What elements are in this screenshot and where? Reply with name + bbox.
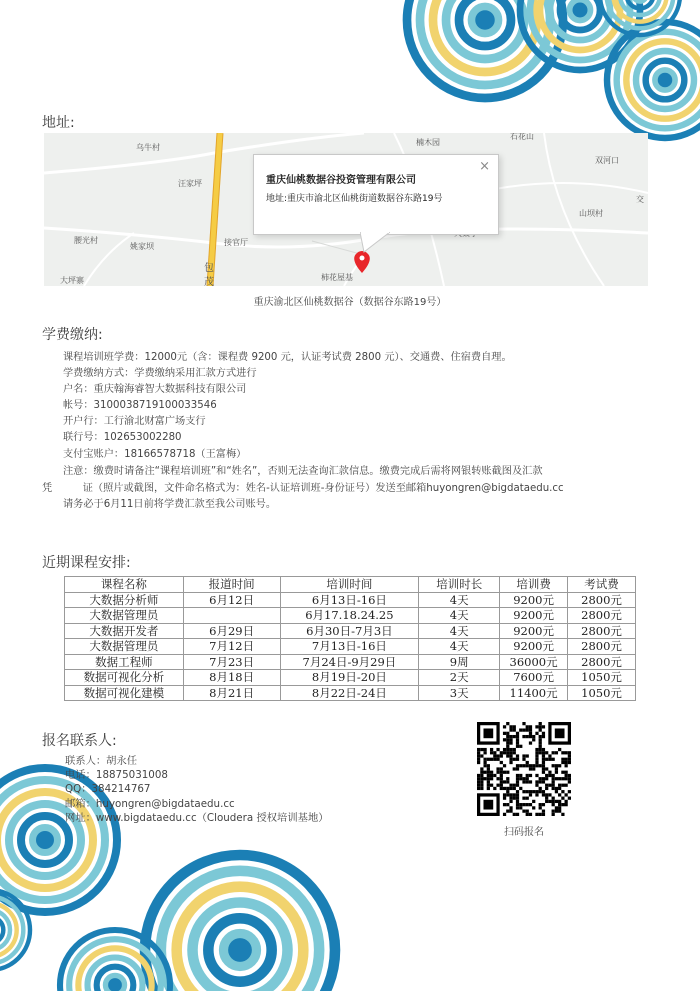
fee-line: 开户行：工行渝北财富广场支行 [63,416,206,428]
map-label: 山坝村 [579,209,603,218]
table-row [65,654,636,670]
table-cell: 3天 [419,685,500,701]
map-info-popup [253,154,499,235]
table-row [65,623,636,639]
column-header: 考试费 [568,577,636,593]
map-label: 大坪寨 [60,276,84,285]
table-cell: 2800元 [568,639,636,655]
note-line: 请务必于6月11日前将学费汇款至我公司账号。 [63,499,277,510]
close-icon[interactable]: × [479,159,490,174]
decorative-ring-group [145,855,335,991]
table-cell: 7月23日 [183,654,280,670]
note-line: 注意：缴费时请备注“课程培训班”和“姓名”，否则无法查询汇款信息。缴费完成后需将网银转账截图及汇款 [63,466,543,477]
table-row [65,592,636,608]
contact-phone: 电话：18875031008 [65,769,168,782]
table-cell: 2800元 [568,623,636,639]
note-line: 凭 证（照片或截图，文件命名格式为：姓名-认证培训班-身份证号）发送至邮箱huyongren@bigdataedu.cc [42,482,564,494]
map-caption: 重庆渝北区仙桃数据谷（数据谷东路19号） [253,297,447,308]
map-label: 楠木园 [416,138,440,147]
table-cell: 6月12日 [183,592,280,608]
contact-email[interactable]: 邮箱：huyongren@bigdataedu.cc [65,797,235,810]
map-label: 柿花屋基 [321,273,353,282]
table-cell: 数据可视化分析 [65,670,184,686]
table-cell: 6月17.18.24.25 [280,608,419,624]
table-cell: 4天 [419,623,500,639]
column-header: 课程名称 [65,577,184,593]
map-label: 茂 [204,277,214,286]
table-cell: 2800元 [568,654,636,670]
decorative-ring-group [607,22,700,138]
fee-details [63,350,663,463]
table-cell [183,608,280,624]
table-cell: 9200元 [500,592,568,608]
fee-line: 学费缴纳方式：学费缴纳采用汇款方式进行 [63,368,257,380]
contact-person: 联系人：胡永任 [65,755,138,767]
table-cell: 大数据管理员 [65,608,184,624]
column-header: 培训时长 [419,577,500,593]
table-cell: 4天 [419,639,500,655]
table-cell: 大数据开发者 [65,623,184,639]
table-cell: 6月29日 [183,623,280,639]
table-cell: 36000元 [500,654,568,670]
table-cell: 2800元 [568,592,636,608]
fee-line: 帐号：3100038719100033546 [63,400,217,412]
map-label: 乌牛村 [136,143,160,152]
company-address: 地址:重庆市渝北区仙桃街道数据谷东路19号 [266,194,443,204]
decorative-ring-group [60,930,170,991]
map-label: 接官厅 [224,238,248,247]
qr-caption: 扫码报名 [504,827,544,838]
popup-pointer [360,232,390,254]
table-cell: 9200元 [500,639,568,655]
table-cell: 7月13日-16日 [280,639,419,655]
map-label: 汪家坪 [178,179,202,188]
table-cell: 6月13日-16日 [280,592,419,608]
table-row [65,608,636,624]
qr-code-icon[interactable] [477,722,571,816]
fee-line: 支付宝账户：18166578718（王富梅） [63,448,247,460]
table-header-row [65,577,636,593]
table-cell: 11400元 [500,685,568,701]
map-label: 石花山 [510,133,534,141]
table-cell: 2800元 [568,608,636,624]
location-pin-icon[interactable] [354,251,370,273]
table-cell: 9200元 [500,623,568,639]
table-cell: 8月18日 [183,670,280,686]
table-cell: 4天 [419,608,500,624]
column-header: 培训费 [500,577,568,593]
map-label: 双河口 [595,156,619,165]
table-cell: 数据工程师 [65,654,184,670]
table-cell: 6月30日-7月3日 [280,623,419,639]
schedule-heading: 近期课程安排: [42,555,131,571]
contact-website[interactable]: 网址：www.bigdataedu.cc（Cloudera 授权培训基地） [65,811,329,824]
column-header: 培训时间 [280,577,419,593]
table-cell: 8月19日-20日 [280,670,419,686]
table-cell: 9200元 [500,608,568,624]
table-cell: 1050元 [568,670,636,686]
address-heading: 地址: [42,115,75,131]
contact-qq: QQ：384214767 [65,783,151,796]
table-cell: 7月24日-9月29日 [280,654,419,670]
table-cell: 2天 [419,670,500,686]
table-row [65,685,636,701]
table-cell: 大数据分析师 [65,592,184,608]
fees-heading: 学费缴纳: [42,327,103,343]
table-cell: 7600元 [500,670,568,686]
course-schedule-table [64,576,636,701]
map-label: 腰光村 [74,236,98,245]
table-cell: 大数据管理员 [65,639,184,655]
fee-line: 户名：重庆翰海睿智大数据科技有限公司 [63,384,247,396]
column-header: 报道时间 [183,577,280,593]
table-cell: 1050元 [568,685,636,701]
map-label: 交 [636,195,644,204]
table-cell: 8月21日 [183,685,280,701]
table-row [65,639,636,655]
table-cell: 4天 [419,592,500,608]
fee-line: 课程培训班学费：12000元（含：课程费 9200 元，认证考试费 2800 元）、交通费、住宿费自理。 [63,352,512,363]
fee-line: 联行号：102653002280 [63,432,182,444]
contact-details [65,754,329,825]
company-name: 重庆仙桃数据谷投资管理有限公司 [266,175,416,186]
map-label: 姚家坝 [130,242,154,251]
table-row [65,670,636,686]
table-cell: 9周 [419,654,500,670]
table-cell: 7月12日 [183,639,280,655]
map-label: 包 [204,263,214,274]
table-cell: 数据可视化建模 [65,685,184,701]
table-cell: 8月22日-24日 [280,685,419,701]
payment-note [42,464,662,514]
contact-heading: 报名联系人: [42,733,117,749]
